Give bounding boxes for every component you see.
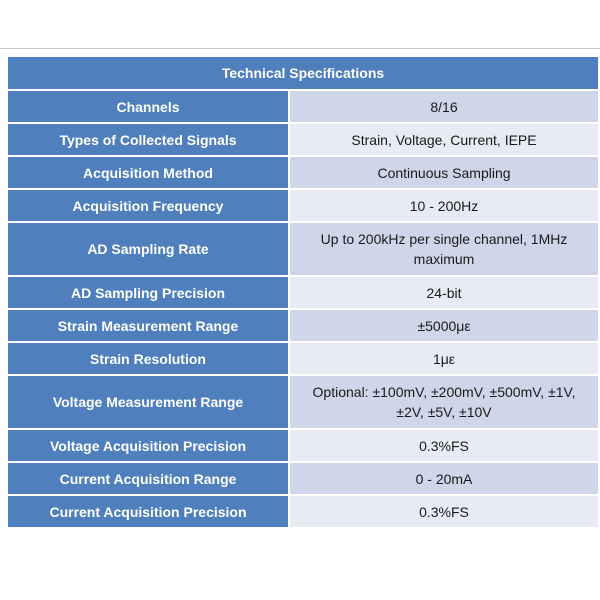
table-row (7, 156, 599, 189)
spec-label-current-precision: Current Acquisition Precision (7, 495, 289, 528)
spec-label-acquisition-method: Acquisition Method (7, 156, 289, 189)
spec-value-channels: 8/16 (289, 90, 599, 123)
table-row (7, 309, 599, 342)
spec-label-signal-types: Types of Collected Signals (7, 123, 289, 156)
spec-label-voltage-precision: Voltage Acquisition Precision (7, 429, 289, 462)
top-divider (0, 48, 600, 49)
table-row (7, 123, 599, 156)
spec-value-acquisition-frequency: 10 - 200Hz (289, 189, 599, 222)
table-row (7, 222, 599, 276)
spec-label-current-range: Current Acquisition Range (7, 462, 289, 495)
spec-value-strain-resolution: 1με (289, 342, 599, 375)
table-row (7, 276, 599, 309)
table-header-row (7, 56, 599, 90)
spec-label-strain-range: Strain Measurement Range (7, 309, 289, 342)
spec-value-strain-range: ±5000με (289, 309, 599, 342)
spec-value-ad-sampling-precision: 24-bit (289, 276, 599, 309)
spec-value-voltage-range: Optional: ±100mV, ±200mV, ±500mV, ±1V, ±2V, ±5V, ±10V (289, 375, 599, 429)
spec-label-ad-sampling-precision: AD Sampling Precision (7, 276, 289, 309)
spec-label-strain-resolution: Strain Resolution (7, 342, 289, 375)
table-row (7, 90, 599, 123)
spec-value-current-precision: 0.3%FS (289, 495, 599, 528)
spec-label-voltage-range: Voltage Measurement Range (7, 375, 289, 429)
spec-value-signal-types: Strain, Voltage, Current, IEPE (289, 123, 599, 156)
table-row (7, 462, 599, 495)
spec-value-voltage-precision: 0.3%FS (289, 429, 599, 462)
technical-specifications-table (6, 55, 600, 529)
table-row (7, 429, 599, 462)
spec-label-ad-sampling-rate: AD Sampling Rate (7, 222, 289, 276)
table-row (7, 495, 599, 528)
table-row (7, 342, 599, 375)
table-row (7, 375, 599, 429)
spec-label-channels: Channels (7, 90, 289, 123)
spec-value-ad-sampling-rate: Up to 200kHz per single channel, 1MHz maximum (289, 222, 599, 276)
spec-value-acquisition-method: Continuous Sampling (289, 156, 599, 189)
table-title: Technical Specifications (7, 56, 599, 90)
table-row (7, 189, 599, 222)
spec-value-current-range: 0 - 20mA (289, 462, 599, 495)
spec-label-acquisition-frequency: Acquisition Frequency (7, 189, 289, 222)
